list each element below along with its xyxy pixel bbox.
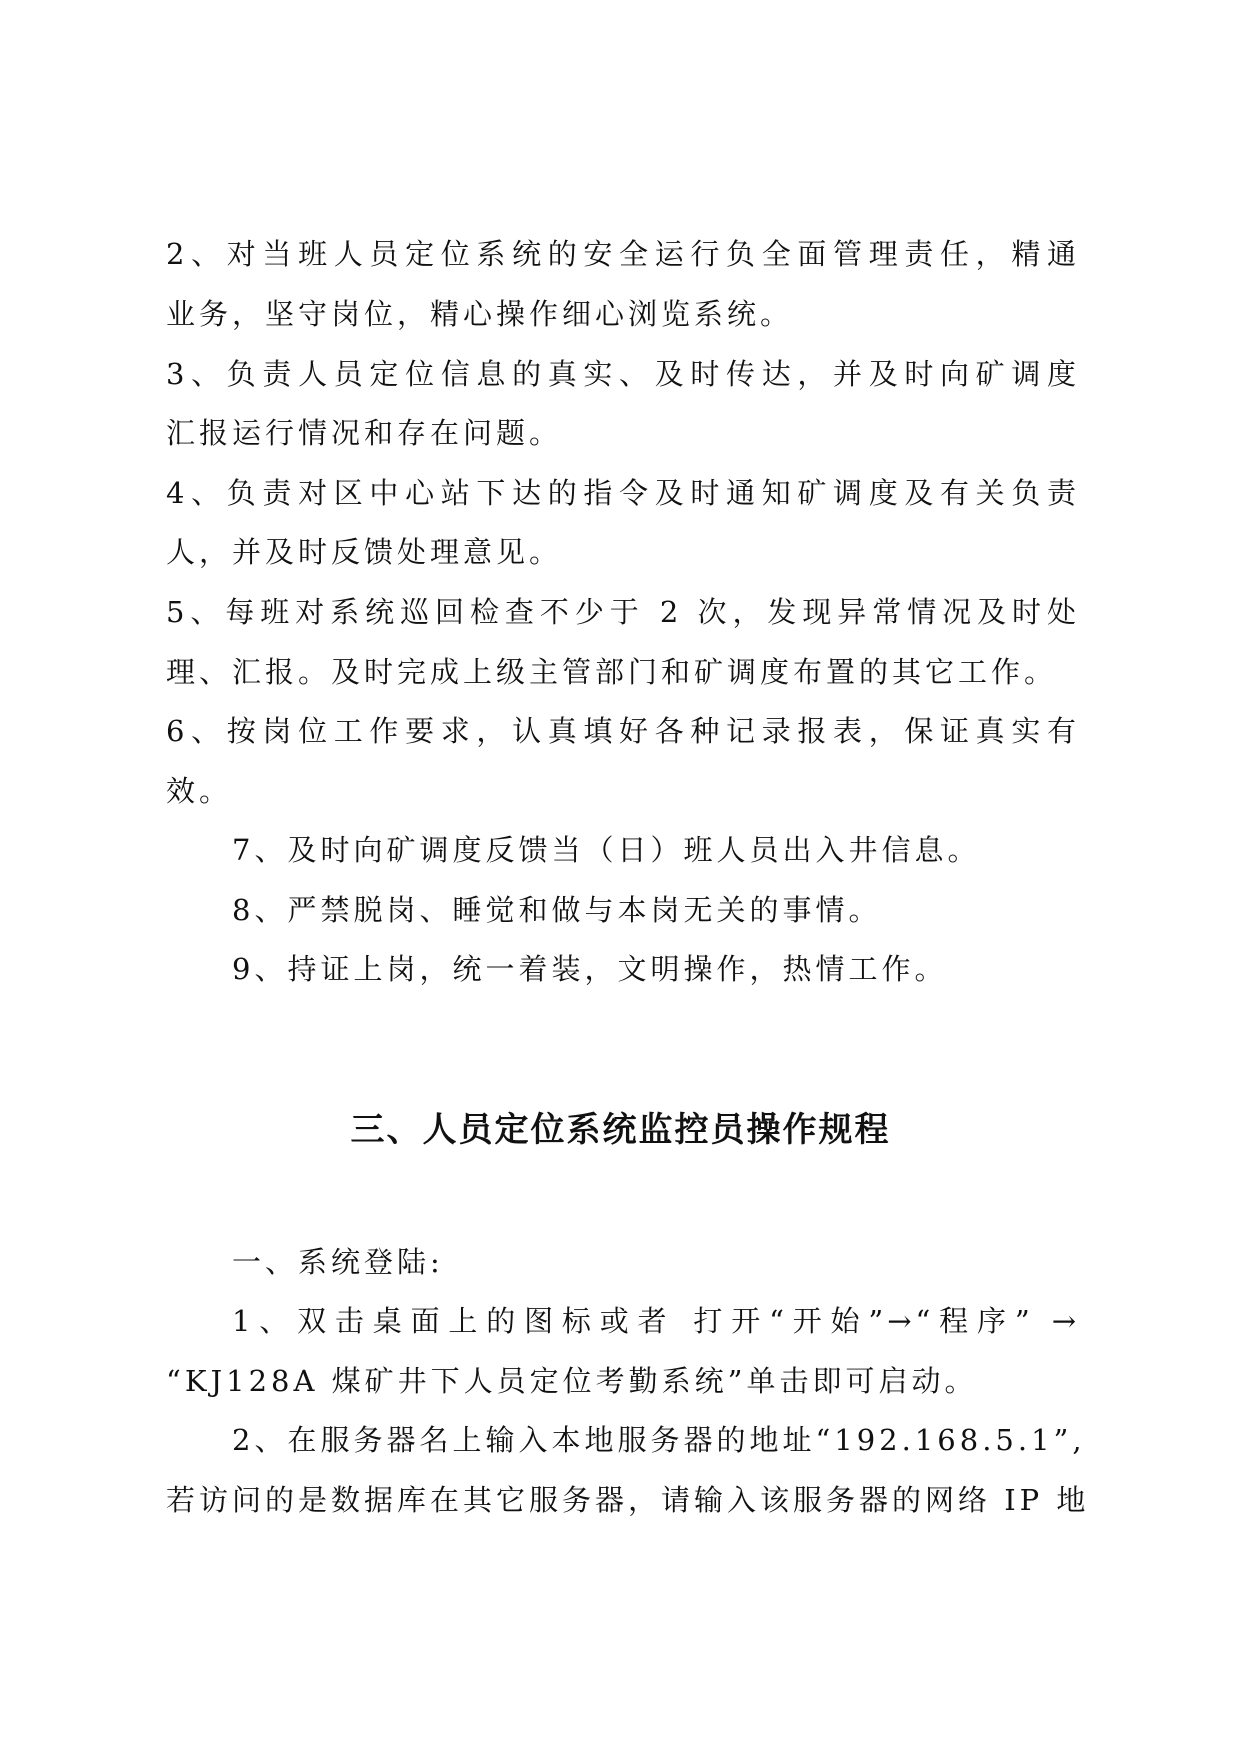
duty-line-3b: 汇报运行情况和存在问题。 (166, 416, 563, 450)
procedure-step-2b: 若访问的是数据库在其它服务器，请输入该服务器的网络 IP 地 (166, 1483, 1090, 1517)
duty-line-5a: 5、每班对系统巡回检查不少于 2 次，发现异常情况及时处 (166, 595, 1080, 629)
duty-line-5b: 理、汇报。及时完成上级主管部门和矿调度布置的其它工作。 (166, 655, 1058, 689)
procedure-step-1a: 1、双击桌面上的图标或者 打开“开始”→“程序” → (232, 1304, 1080, 1338)
duty-line-2a: 2、对当班人员定位系统的安全运行负全面管理责任，精通 (166, 237, 1080, 271)
duty-line-2b: 业务，坚守岗位，精心操作细心浏览系统。 (166, 297, 794, 331)
duty-line-6b: 效。 (166, 774, 233, 808)
duty-line-6a: 6、按岗位工作要求，认真填好各种记录报表，保证真实有 (166, 714, 1080, 748)
duty-line-8: 8、严禁脱岗、睡觉和做与本岗无关的事情。 (232, 893, 882, 927)
procedure-step-1b: “KJ128A 煤矿井下人员定位考勤系统”单击即可启动。 (166, 1364, 978, 1398)
section-heading: 三、人员定位系统监控员操作规程 (350, 1110, 891, 1150)
procedure-step-2a: 2、在服务器名上输入本地服务器的地址“192.168.5.1”, (232, 1423, 1086, 1457)
procedure-subheading: 一、系统登陆: (232, 1245, 444, 1279)
duty-line-3a: 3、负责人员定位信息的真实、及时传达，并及时向矿调度 (166, 357, 1080, 391)
duty-line-4b: 人，并及时反馈处理意见。 (166, 535, 563, 569)
duty-line-4a: 4、负责对区中心站下达的指令及时通知矿调度及有关负责 (166, 476, 1080, 510)
duty-line-7: 7、及时向矿调度反馈当（日）班人员出入井信息。 (232, 833, 981, 867)
duty-line-9: 9、持证上岗，统一着装，文明操作，热情工作。 (232, 952, 948, 986)
